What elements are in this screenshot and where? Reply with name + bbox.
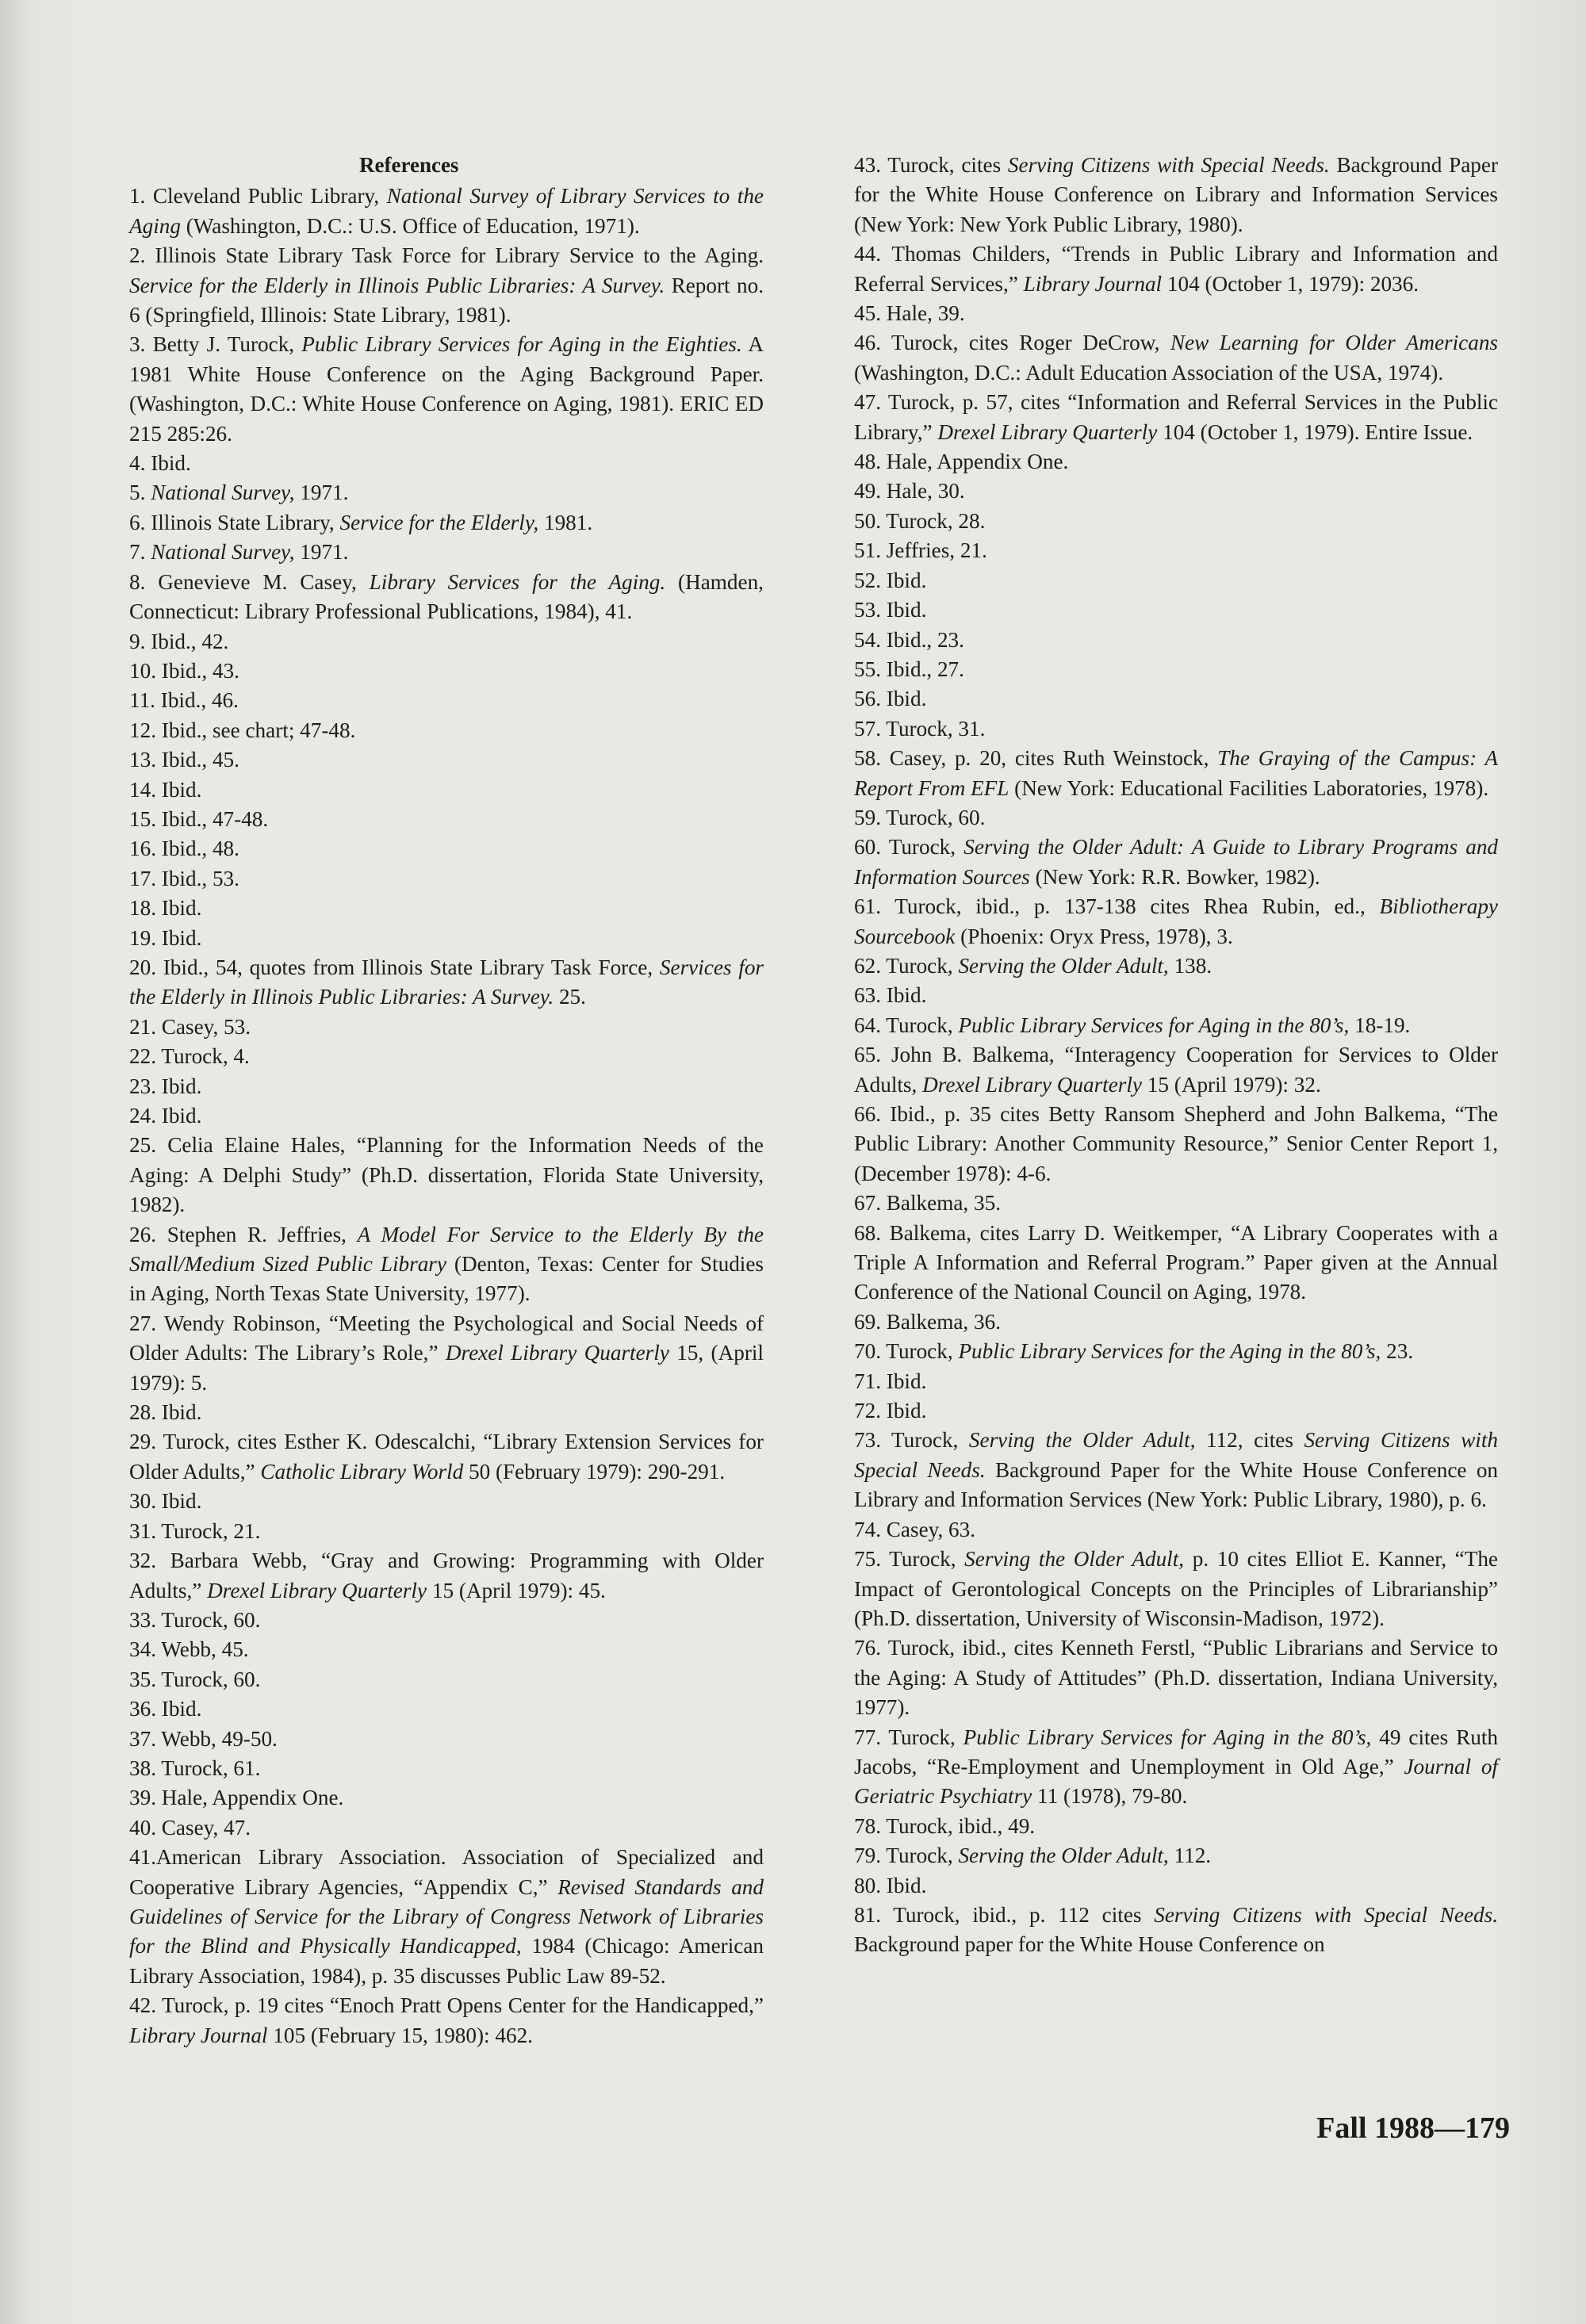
reference-text: 61. Turock, ibid., p. 137-138 cites Rhea Rubin, ed., — [854, 894, 1380, 919]
reference-entry — [129, 805, 764, 834]
reference-text: 77. Turock, — [854, 1725, 963, 1749]
reference-entry — [129, 1309, 764, 1398]
reference-entry — [854, 151, 1498, 239]
reference-text: 81. Turock, ibid., p. 112 cites — [854, 1902, 1155, 1927]
reference-text: 11. Ibid., 46. — [129, 688, 239, 713]
reference-text: 23. — [1381, 1339, 1414, 1364]
reference-title: Revised Standards and Guidelines of Service for the Library of Congress Network of Libraries for the Blind and Physically Handicapped, — [129, 1874, 764, 1958]
reference-text: 39. Hale, Appendix One. — [129, 1786, 344, 1810]
reference-entry — [854, 1040, 1498, 1100]
page-footer: Fall 1988—179 — [1316, 2112, 1510, 2145]
reference-text: 55. Ibid., 27. — [854, 657, 964, 681]
reference-entry — [129, 1813, 764, 1843]
reference-text: Background paper for the White House Conference on — [854, 1932, 1325, 1957]
reference-text: 20. Ibid., 54, quotes from Illinois State Library Task Force, — [129, 955, 660, 979]
reference-entry — [854, 299, 1498, 328]
reference-title: Serving the Older Adult, — [958, 953, 1169, 978]
reference-entry — [129, 894, 764, 923]
reference-title: National Survey, — [151, 540, 295, 565]
reference-text: 66. Ibid., p. 35 cites Betty Ransom Shepherd and John Balkema, “The Public Library: Another Community Resource,” Senior Center Report 1, (December 1978): 4-6. — [854, 1102, 1498, 1185]
reference-entry — [129, 1754, 764, 1783]
reference-title: Library Journal — [129, 2023, 268, 2047]
reference-title: Serving Citizens with Special Needs. — [854, 1428, 1499, 1482]
reference-text: 2. Illinois State Library Task Force for Library Service to the Aging. — [129, 243, 764, 268]
reference-text: Background Paper for the White House Conference on Library and Information Services (New York: Public Library, 1980), p. 6. — [854, 1457, 1499, 1512]
reference-text: 9. Ibid., 42. — [129, 629, 229, 653]
reference-entry — [129, 745, 764, 775]
reference-text: 49 cites Ruth Jacobs, “Re-Employment and Unemployment in Old Age,” — [854, 1725, 1498, 1778]
reference-entry — [129, 538, 764, 567]
reference-entry — [129, 953, 764, 1013]
reference-title: Public Library Services for Aging in the 80’s, — [958, 1013, 1350, 1037]
reference-text: 1971. — [294, 540, 349, 565]
reference-text: 11 (1978), 79-80. — [1032, 1784, 1188, 1809]
reference-text: 37. Webb, 49-50. — [129, 1726, 278, 1751]
reference-text: 30. Ibid. — [129, 1489, 202, 1514]
reference-entry — [129, 657, 764, 686]
reference-text: 138. — [1168, 953, 1212, 978]
reference-text: (New York: R.R. Bowker, 1982). — [1029, 864, 1320, 889]
reference-title: Drexel Library Quarterly — [922, 1072, 1142, 1097]
reference-text: 49. Hale, 30. — [854, 479, 965, 503]
reference-text: 71. Ibid. — [854, 1369, 927, 1393]
reference-text: 34. Webb, 45. — [129, 1637, 249, 1662]
reference-entry — [129, 1517, 764, 1546]
reference-text: 8. Genevieve M. Casey, — [129, 569, 370, 594]
reference-entry — [129, 1101, 764, 1131]
reference-text: 15. Ibid., 47-48. — [129, 806, 269, 831]
reference-entry — [854, 1633, 1498, 1722]
reference-entry — [854, 328, 1498, 388]
reference-text: 17. Ibid., 53. — [129, 866, 239, 890]
reference-text: 46. Turock, cites Roger DeCrow, — [854, 331, 1170, 355]
reference-text: 60. Turock, — [854, 835, 964, 860]
reference-text: 40. Casey, 47. — [129, 1815, 251, 1840]
reference-title: Journal of Geriatric Psychiatry — [854, 1754, 1498, 1809]
reference-text: 29. Turock, cites Esther K. Odescalchi, “Library Extension Services for Older Adults,” — [129, 1430, 764, 1484]
reference-entry — [129, 686, 764, 715]
reference-text: 19. Ibid. — [129, 925, 202, 950]
reference-text: (Washington, D.C.: Adult Education Association of the USA, 1974). — [854, 360, 1444, 385]
reference-text: 75. Turock, — [854, 1547, 965, 1572]
reference-text: p. 10 cites Elliot E. Kanner, “The Impact of Gerontological Concepts on the Principles of Librarianship” (Ph.D. dissertation, University of Wisconsin-Madison, 1972). — [854, 1547, 1498, 1630]
reference-title: Library Journal — [1023, 271, 1163, 296]
reference-text: 73. Turock, — [854, 1428, 969, 1453]
reference-title: Serving the Older Adult, — [968, 1428, 1196, 1453]
reference-title: Service for the Elderly, — [339, 510, 539, 534]
reference-text: 16. Ibid., 48. — [129, 837, 239, 861]
reference-text: 74. Casey, 63. — [854, 1517, 976, 1541]
reference-text: 67. Balkema, 35. — [854, 1191, 1001, 1216]
reference-entry — [854, 951, 1498, 981]
reference-entry — [854, 388, 1498, 447]
reference-title: Serving the Older Adult, — [964, 1547, 1185, 1572]
reference-entry — [129, 924, 764, 953]
reference-text: 112, cites — [1195, 1428, 1304, 1453]
reference-text: 112. — [1168, 1844, 1212, 1868]
reference-text: 33. Turock, 60. — [129, 1607, 261, 1632]
reference-entry — [854, 477, 1498, 506]
reference-title: Serving Citizens with Special Needs. — [1007, 153, 1330, 177]
reference-title: National Survey, — [151, 480, 295, 505]
reference-text: 26. Stephen R. Jeffries, — [129, 1222, 358, 1246]
reference-text: 36. Ibid. — [129, 1697, 202, 1721]
reference-title: New Learning for Older Americans — [1170, 331, 1498, 355]
reference-text: 59. Turock, 60. — [854, 805, 986, 829]
reference-text: 52. Ibid. — [854, 568, 927, 592]
reference-text: (Washington, D.C.: U.S. Office of Education, 1971). — [180, 213, 640, 238]
reference-title: Serving the Older Adult, — [958, 1844, 1169, 1868]
references-column-right — [854, 151, 1498, 1960]
reference-text: 27. Wendy Robinson, “Meeting the Psychological and Social Needs of Older Adults: The Library’s Role,” — [129, 1311, 764, 1365]
reference-entry — [854, 1426, 1498, 1514]
reference-text: 56. Ibid. — [854, 687, 927, 711]
reference-entry — [129, 716, 764, 745]
reference-entry — [854, 1545, 1498, 1633]
reference-text: 32. Barbara Webb, “Gray and Growing: Programming with Older Adults,” — [129, 1549, 764, 1602]
reference-entry — [129, 182, 764, 241]
reference-entry — [854, 744, 1498, 803]
reference-entry — [129, 1635, 764, 1664]
reference-entry — [129, 1606, 764, 1635]
reference-text: (Hamden, Connecticut: Library Professional Publications, 1984), 41. — [129, 569, 764, 624]
reference-entry — [854, 595, 1498, 625]
reference-entry — [854, 1307, 1498, 1337]
reference-entry — [129, 1546, 764, 1606]
reference-entry — [854, 1337, 1498, 1366]
reference-text: 63. Ibid. — [854, 983, 927, 1008]
reference-text: 1984 (Chicago: American Library Association, 1984), p. 35 discusses Public Law 89-52. — [129, 1934, 764, 1988]
reference-text: 14. Ibid. — [129, 777, 202, 802]
reference-text: 10. Ibid., 43. — [129, 658, 239, 683]
reference-entry — [854, 892, 1498, 951]
reference-entry — [129, 478, 764, 507]
references-column-left — [129, 151, 764, 2050]
reference-title: Public Library Services for Aging in the 80’s, — [963, 1725, 1372, 1749]
reference-text: 79. Turock, — [854, 1844, 959, 1868]
reference-text: 58. Casey, p. 20, cites Ruth Weinstock, — [854, 746, 1218, 771]
reference-text: 15, (April 1979): 5. — [129, 1341, 764, 1395]
reference-text: 57. Turock, 31. — [854, 716, 986, 741]
reference-entry — [854, 1515, 1498, 1545]
reference-title: Serving the Older Adult: A Guide to Library Programs and Information Sources — [854, 835, 1499, 889]
reference-entry — [854, 239, 1498, 299]
reference-text: 1971. — [294, 480, 349, 505]
reference-entry — [854, 655, 1498, 684]
reference-text: 25. Celia Elaine Hales, “Planning for the Information Needs of the Aging: A Delphi Study” (Ph.D. dissertation, Florida State University, 1982). — [129, 1133, 764, 1217]
reference-title: Bibliotherapy Sourcebook — [854, 894, 1498, 948]
reference-title: Library Services for the Aging. — [369, 569, 666, 594]
reference-text: 65. John B. Balkema, “Interagency Cooperation for Services to Older Adults, — [854, 1043, 1498, 1097]
reference-entry — [854, 1100, 1498, 1189]
reference-entry — [129, 1013, 764, 1042]
reference-text: 3. Betty J. Turock, — [129, 332, 302, 357]
reference-entry — [129, 568, 764, 627]
references-heading: References — [359, 153, 459, 177]
reference-entry — [854, 1367, 1498, 1396]
reference-entry — [129, 1991, 764, 2050]
reference-entry — [854, 626, 1498, 655]
reference-text: 72. Ibid. — [854, 1399, 927, 1423]
reference-title: Public Library Services for Aging in the Eighties. — [301, 332, 742, 357]
reference-text: A 1981 White House Conference on the Aging Background Paper. (Washington, D.C.: White House Conference on Aging, 1981). ERIC ED 215 285:26. — [129, 332, 764, 446]
reference-entry — [854, 1723, 1498, 1812]
reference-text: 15 (April 1979): 32. — [1141, 1072, 1321, 1097]
reference-text: 28. Ibid. — [129, 1400, 202, 1425]
reference-entry — [129, 834, 764, 863]
reference-entry — [129, 1665, 764, 1694]
reference-text: 45. Hale, 39. — [854, 301, 965, 326]
reference-text: 12. Ibid., see chart; 47-48. — [129, 718, 356, 742]
reference-text: 53. Ibid. — [854, 598, 927, 622]
reference-text: 1981. — [538, 510, 593, 534]
reference-text: 50 (February 1979): 290-291. — [463, 1459, 726, 1484]
reference-entry — [854, 1871, 1498, 1901]
reference-entry — [129, 627, 764, 657]
reference-text: 18-19. — [1349, 1013, 1411, 1037]
reference-text: (Denton, Texas: Center for Studies in Aging, North Texas State University, 1977). — [129, 1252, 764, 1306]
reference-text: 64. Turock, — [854, 1013, 959, 1037]
reference-entry — [854, 507, 1498, 536]
reference-text: 21. Casey, 53. — [129, 1014, 251, 1039]
reference-entry — [129, 1843, 764, 1991]
reference-entry — [854, 447, 1498, 477]
reference-title: Drexel Library Quarterly — [937, 419, 1158, 444]
reference-text: 68. Balkema, cites Larry D. Weitkemper, “A Library Cooperates with a Triple A Information and Referral Program.” Paper given at the Annual Conference of the National Council on Aging, 1978. — [854, 1220, 1498, 1304]
reference-text: 15 (April 1979): 45. — [427, 1578, 606, 1602]
reference-text: 23. Ibid. — [129, 1074, 202, 1098]
reference-list-left — [129, 182, 764, 2050]
reference-text: 43. Turock, cites — [854, 153, 1008, 177]
reference-text: 41.American Library Association. Association of Specialized and Cooperative Library Agencies, “Appendix C,” — [129, 1845, 764, 1899]
reference-entry — [854, 714, 1498, 744]
reference-entry — [129, 1427, 764, 1487]
reference-text: (New York: Educational Facilities Laboratories, 1978). — [1009, 775, 1489, 800]
reference-text: 105 (February 15, 1980): 462. — [267, 2023, 533, 2047]
reference-text: 7. — [129, 540, 151, 565]
reference-entry — [129, 1487, 764, 1516]
reference-text: Report no. 6 (Springfield, Illinois: State Library, 1981). — [129, 273, 764, 327]
reference-entry — [854, 1901, 1498, 1960]
reference-text: 62. Turock, — [854, 953, 959, 978]
reference-entry — [854, 566, 1498, 595]
reference-text: 22. Turock, 4. — [129, 1044, 250, 1069]
reference-text: 24. Ibid. — [129, 1104, 202, 1128]
reference-text: 13. Ibid., 45. — [129, 748, 239, 772]
reference-entry — [854, 684, 1498, 714]
reference-entry — [854, 1812, 1498, 1841]
reference-entry — [129, 1725, 764, 1754]
reference-entry — [129, 1694, 764, 1724]
reference-entry — [129, 1220, 764, 1309]
reference-title: A Model For Service to the Elderly By the Small/Medium Sized Public Library — [129, 1222, 764, 1277]
reference-text: 1. Cleveland Public Library, — [129, 184, 387, 209]
reference-text: 70. Turock, — [854, 1339, 959, 1364]
reference-text: 104 (October 1, 1979): 2036. — [1162, 271, 1419, 296]
reference-text: 4. Ibid. — [129, 451, 191, 476]
reference-entry — [854, 536, 1498, 565]
reference-text: 38. Turock, 61. — [129, 1755, 261, 1780]
reference-text: 35. Turock, 60. — [129, 1667, 261, 1691]
reference-title: Drexel Library Quarterly — [207, 1578, 427, 1602]
reference-text: 6. Illinois State Library, — [129, 510, 340, 534]
reference-text: 54. Ibid., 23. — [854, 627, 964, 652]
reference-text: 44. Thomas Childers, “Trends in Public Library and Information and Referral Services,” — [854, 242, 1498, 296]
reference-entry — [854, 1841, 1498, 1870]
reference-entry — [129, 449, 764, 478]
reference-title: Public Library Services for the Aging in the 80’s, — [958, 1339, 1381, 1364]
reference-text: (Phoenix: Oryx Press, 1978), 3. — [955, 924, 1233, 948]
reference-entry — [854, 833, 1498, 892]
reference-text: 25. — [554, 985, 586, 1009]
reference-title: Services for the Elderly in Illinois Public Libraries: A Survey. — [129, 955, 764, 1009]
reference-title: Catholic Library World — [260, 1459, 464, 1484]
reference-title: The Graying of the Campus: A Report From EFL — [854, 746, 1499, 800]
reference-entry — [854, 803, 1498, 833]
reference-entry — [854, 981, 1498, 1010]
reference-text: 50. Turock, 28. — [854, 508, 986, 533]
reference-entry — [129, 1131, 764, 1219]
reference-text: 18. Ibid. — [129, 896, 202, 921]
reference-text: Background Paper for the White House Conference on Library and Information Services (New York: New York Public Library, 1980). — [854, 153, 1498, 236]
reference-title: National Survey of Library Services to the Aging — [129, 184, 764, 238]
reference-title: Drexel Library Quarterly — [445, 1341, 669, 1365]
reference-text: 80. Ibid. — [854, 1873, 927, 1897]
reference-text: 48. Hale, Appendix One. — [854, 450, 1069, 474]
reference-entry — [854, 1219, 1498, 1307]
reference-text: 69. Balkema, 36. — [854, 1309, 1001, 1334]
reference-text: 31. Turock, 21. — [129, 1518, 261, 1543]
reference-entry — [129, 508, 764, 538]
reference-entry — [129, 1072, 764, 1101]
reference-text: 47. Turock, p. 57, cites “Information and Referral Services in the Public Library,” — [854, 390, 1498, 444]
reference-title: Serving Citizens with Special Needs. — [1154, 1902, 1499, 1927]
reference-entry — [129, 1042, 764, 1071]
reference-entry — [129, 1783, 764, 1813]
reference-text: 51. Jeffries, 21. — [854, 538, 987, 563]
reference-text: 76. Turock, ibid., cites Kenneth Ferstl, “Public Librarians and Service to the Aging: A Study of Attitudes” (Ph.D. dissertation, Indiana University, 1977). — [854, 1636, 1498, 1720]
reference-entry — [854, 1396, 1498, 1426]
reference-title: Service for the Elderly in Illinois Public Libraries: A Survey. — [129, 273, 665, 297]
reference-entry — [129, 864, 764, 894]
reference-text: 78. Turock, ibid., 49. — [854, 1813, 1036, 1838]
reference-text: 104 (October 1, 1979). Entire Issue. — [1157, 419, 1473, 444]
reference-text: 5. — [129, 480, 151, 505]
reference-entry — [854, 1189, 1498, 1218]
reference-entry — [854, 1011, 1498, 1040]
reference-entry — [129, 1398, 764, 1427]
reference-entry — [129, 775, 764, 805]
reference-entry — [129, 241, 764, 330]
reference-list-right — [854, 151, 1498, 1960]
reference-entry — [129, 330, 764, 449]
reference-text: 42. Turock, p. 19 cites “Enoch Pratt Opens Center for the Handicapped,” — [129, 1993, 764, 2018]
